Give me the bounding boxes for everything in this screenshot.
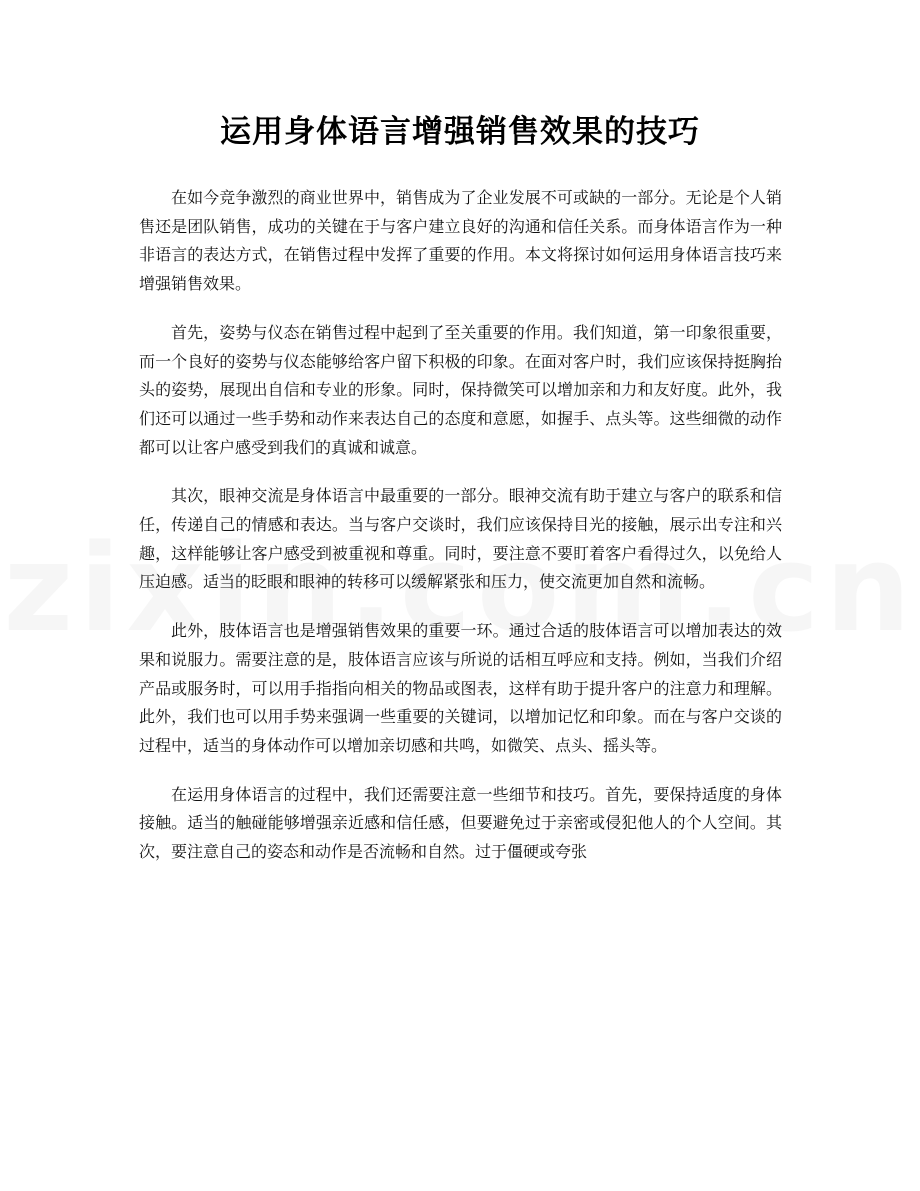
paragraph-intro: 在如今竞争激烈的商业世界中，销售成为了企业发展不可或缺的一部分。无论是个人销售还是团队销售，成功的关键在于与客户建立良好的沟通和信任关系。而身体语言作为一种非语言的表达方式，在销售过程中发挥了重要的作用。本文将探讨如何运用身体语言技巧来增强销售效果。: [139, 188, 782, 294]
paragraph-eye-contact: 其次，眼神交流是身体语言中最重要的一部分。眼神交流有助于建立与客户的联系和信任，传递自己的情感和表达。当与客户交谈时，我们应该保持目光的接触，展示出专注和兴趣，这样能够让客户感受到被重视和尊重。同时，要注意不要盯着客户看得过久，以免给人压迫感。适当的眨眼和眼神的转移可以缓解紧张和压力，使交流更加自然和流畅。: [139, 486, 782, 592]
document-title: 运用身体语言增强销售效果的技巧: [220, 114, 700, 150]
document-body: [139, 184, 782, 887]
paragraph-posture: 首先，姿势与仪态在销售过程中起到了至关重要的作用。我们知道，第一印象很重要，而一个良好的姿势与仪态能够给客户留下积极的印象。在面对客户时，我们应该保持挺胸抬头的姿势，展现出自信和专业的形象。同时，保持微笑可以增加亲和力和友好度。此外，我们还可以通过一些手势和动作来表达自己的态度和意愿，如握手、点头等。这些细微的动作都可以让客户感受到我们的真诚和诚意。: [139, 322, 782, 457]
paragraph-body-language: 此外，肢体语言也是增强销售效果的重要一环。通过合适的肢体语言可以增加表达的效果和说服力。需要注意的是，肢体语言应该与所说的话相互呼应和支持。例如，当我们介绍产品或服务时，可以用手指指向相关的物品或图表，这样有助于提升客户的注意力和理解。此外，我们也可以用手势来强调一些重要的关键词，以增加记忆和印象。而在与客户交谈的过程中，适当的身体动作可以增加亲切感和共鸣，如微笑、点头、摇头等。: [139, 621, 782, 755]
paragraph-details: 在运用身体语言的过程中，我们还需要注意一些细节和技巧。首先，要保持适度的身体接触。适当的触碰能够增强亲近感和信任感，但要避免过于亲密或侵犯他人的个人空间。其次，要注意自己的姿态和动作是否流畅和自然。过于僵硬或夸张: [139, 784, 782, 862]
